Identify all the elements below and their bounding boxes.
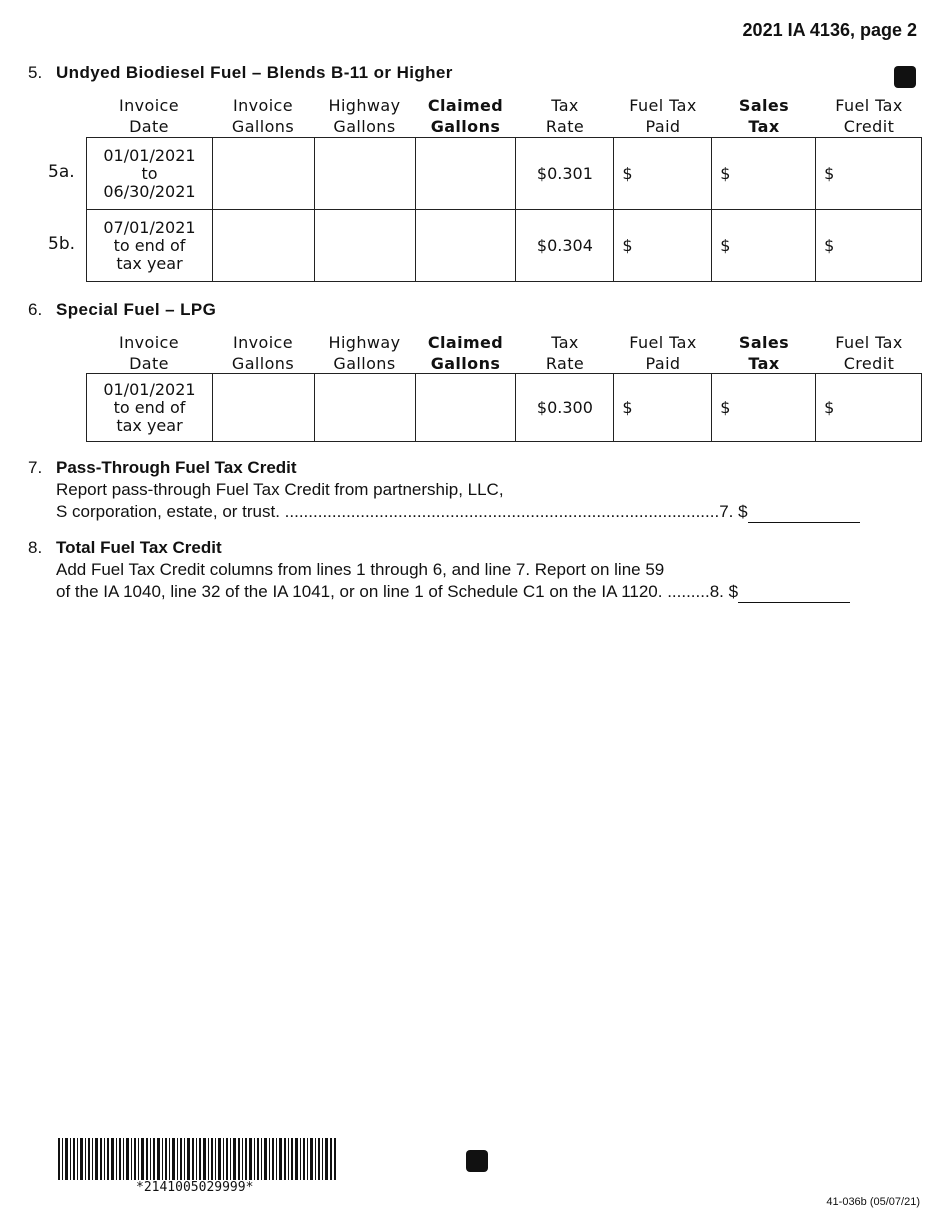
- line-8-text1: Add Fuel Tax Credit columns from lines 1 through 6, and line 7. Report on line 59: [56, 560, 665, 579]
- col-invoice-date: [86, 332, 212, 374]
- col-line1: Highway: [328, 333, 401, 352]
- col-line2: Gallons: [333, 117, 396, 136]
- col-highway-gallons: [314, 95, 415, 137]
- fuel-tax-paid-input[interactable]: $: [614, 210, 712, 282]
- invoice-gallons-input[interactable]: [212, 374, 314, 442]
- tax-rate-cell: $0.304: [516, 210, 614, 282]
- col-invoice-gallons: [212, 332, 314, 374]
- page-header: 2021 IA 4136, page 2: [742, 20, 917, 40]
- col-tax-rate: [516, 332, 614, 374]
- claimed-gallons-input[interactable]: [415, 374, 516, 442]
- invoice-date-cell: [87, 210, 213, 282]
- col-claimed-gallons: [415, 332, 516, 374]
- table-row: [87, 138, 922, 210]
- line-8-text2-row: [28, 581, 928, 603]
- col-line1: Invoice: [118, 333, 179, 352]
- date-line: 01/01/2021: [103, 145, 196, 165]
- invoice-date-cell: [87, 374, 213, 442]
- col-line2: Credit: [843, 354, 895, 373]
- col-tax-rate: [516, 95, 614, 137]
- col-line1: Claimed: [427, 333, 504, 352]
- col-invoice-date: [86, 95, 212, 137]
- sales-tax-input[interactable]: $: [712, 138, 816, 210]
- form-number: 41-036b (05/07/21): [826, 1196, 920, 1208]
- tax-rate-cell: $0.300: [516, 374, 614, 442]
- section-6-heading: Special Fuel – LPG: [56, 300, 217, 319]
- registration-mark: [466, 1150, 488, 1172]
- col-line1: Highway: [328, 96, 401, 115]
- date-line: 06/30/2021: [103, 181, 196, 201]
- col-sales-tax: [712, 332, 816, 374]
- line-8-amount-input[interactable]: [738, 586, 850, 603]
- line-7-number: 7.: [28, 458, 43, 477]
- table-row: [87, 374, 922, 442]
- section-5-title: [28, 63, 453, 83]
- line-8-title: Total Fuel Tax Credit: [56, 538, 222, 557]
- col-line2: Tax: [748, 354, 780, 373]
- tax-rate-cell: $0.301: [516, 138, 614, 210]
- section-5-table: [86, 137, 922, 282]
- col-claimed-gallons: [415, 95, 516, 137]
- highway-gallons-input[interactable]: [314, 210, 415, 282]
- sales-tax-input[interactable]: $: [712, 374, 816, 442]
- line-7-amount-input[interactable]: [748, 506, 860, 523]
- table-row: [87, 210, 922, 282]
- fuel-tax-credit-input[interactable]: $: [816, 374, 922, 442]
- highway-gallons-input[interactable]: [314, 374, 415, 442]
- sales-tax-input[interactable]: $: [712, 210, 816, 282]
- col-fuel-tax-credit: [816, 95, 922, 137]
- line-7-text1: Report pass-through Fuel Tax Credit from partnership, LLC,: [56, 480, 504, 499]
- col-line1: Invoice: [232, 96, 293, 115]
- invoice-date-cell: [87, 138, 213, 210]
- col-line1: Tax: [551, 333, 579, 352]
- registration-mark: [894, 66, 916, 88]
- row-label-5b: 5b.: [48, 234, 76, 254]
- col-line2: Gallons: [231, 354, 295, 373]
- claimed-gallons-input[interactable]: [415, 210, 516, 282]
- barcode: [58, 1138, 338, 1180]
- date-line: to: [141, 163, 158, 183]
- date-line: tax year: [116, 253, 183, 273]
- col-line1: Tax: [551, 96, 579, 115]
- col-line1: Fuel Tax: [629, 96, 697, 115]
- line-7-text2-row: [28, 501, 928, 523]
- col-line1: Invoice: [232, 333, 293, 352]
- section-6-number: 6.: [28, 300, 43, 319]
- fuel-tax-paid-input[interactable]: $: [614, 374, 712, 442]
- date-line: 01/01/2021: [103, 379, 196, 399]
- col-line2: Tax: [748, 117, 780, 136]
- col-line2: Rate: [545, 354, 585, 373]
- col-line2: Date: [129, 117, 169, 136]
- col-invoice-gallons: [212, 95, 314, 137]
- col-line2: Paid: [645, 117, 681, 136]
- col-highway-gallons: [314, 332, 415, 374]
- date-line: 07/01/2021: [103, 217, 196, 237]
- row-label-5a: 5a.: [48, 162, 75, 182]
- fuel-tax-credit-input[interactable]: $: [816, 210, 922, 282]
- col-line2: Paid: [645, 354, 681, 373]
- section-5-number: 5.: [28, 63, 43, 82]
- col-fuel-tax-paid: [614, 332, 712, 374]
- invoice-gallons-input[interactable]: [212, 210, 314, 282]
- col-fuel-tax-credit: [816, 332, 922, 374]
- date-line: to end of: [113, 235, 186, 255]
- section-6-table: [86, 373, 922, 442]
- col-fuel-tax-paid: [614, 95, 712, 137]
- col-line1: Fuel Tax: [835, 333, 903, 352]
- col-line2: Gallons: [333, 354, 396, 373]
- fuel-tax-paid-input[interactable]: $: [614, 138, 712, 210]
- section-5-heading: Undyed Biodiesel Fuel – Blends B-11 or Higher: [56, 63, 453, 82]
- line-7: [28, 457, 928, 523]
- col-sales-tax: [712, 95, 816, 137]
- col-line2: Gallons: [231, 117, 295, 136]
- date-line: tax year: [116, 415, 183, 435]
- date-line: to end of: [113, 397, 186, 417]
- barcode-graphic: [58, 1138, 338, 1180]
- highway-gallons-input[interactable]: [314, 138, 415, 210]
- col-line1: Sales: [738, 96, 790, 115]
- col-line1: Claimed: [427, 96, 504, 115]
- barcode-number: *2141005029999*: [136, 1180, 254, 1195]
- col-line2: Rate: [545, 117, 585, 136]
- claimed-gallons-input[interactable]: [415, 138, 516, 210]
- line-8-number: 8.: [28, 538, 43, 557]
- line-7-text2: S corporation, estate, or trust. ............................................................................................7. $: [56, 502, 748, 521]
- col-line1: Sales: [738, 333, 790, 352]
- invoice-gallons-input[interactable]: [212, 138, 314, 210]
- col-line1: Invoice: [118, 96, 179, 115]
- col-line2: Credit: [843, 117, 895, 136]
- col-line1: Fuel Tax: [835, 96, 903, 115]
- col-line1: Fuel Tax: [629, 333, 697, 352]
- section-6-title: [28, 300, 216, 320]
- col-line2: Gallons: [430, 117, 501, 136]
- line-8: [28, 537, 928, 603]
- col-line2: Date: [129, 354, 169, 373]
- line-8-text2: of the IA 1040, line 32 of the IA 1041, or on line 1 of Schedule C1 on the IA 1120. .........8. $: [56, 582, 739, 601]
- col-line2: Gallons: [430, 354, 501, 373]
- fuel-tax-credit-input[interactable]: $: [816, 138, 922, 210]
- line-7-title: Pass-Through Fuel Tax Credit: [56, 458, 297, 477]
